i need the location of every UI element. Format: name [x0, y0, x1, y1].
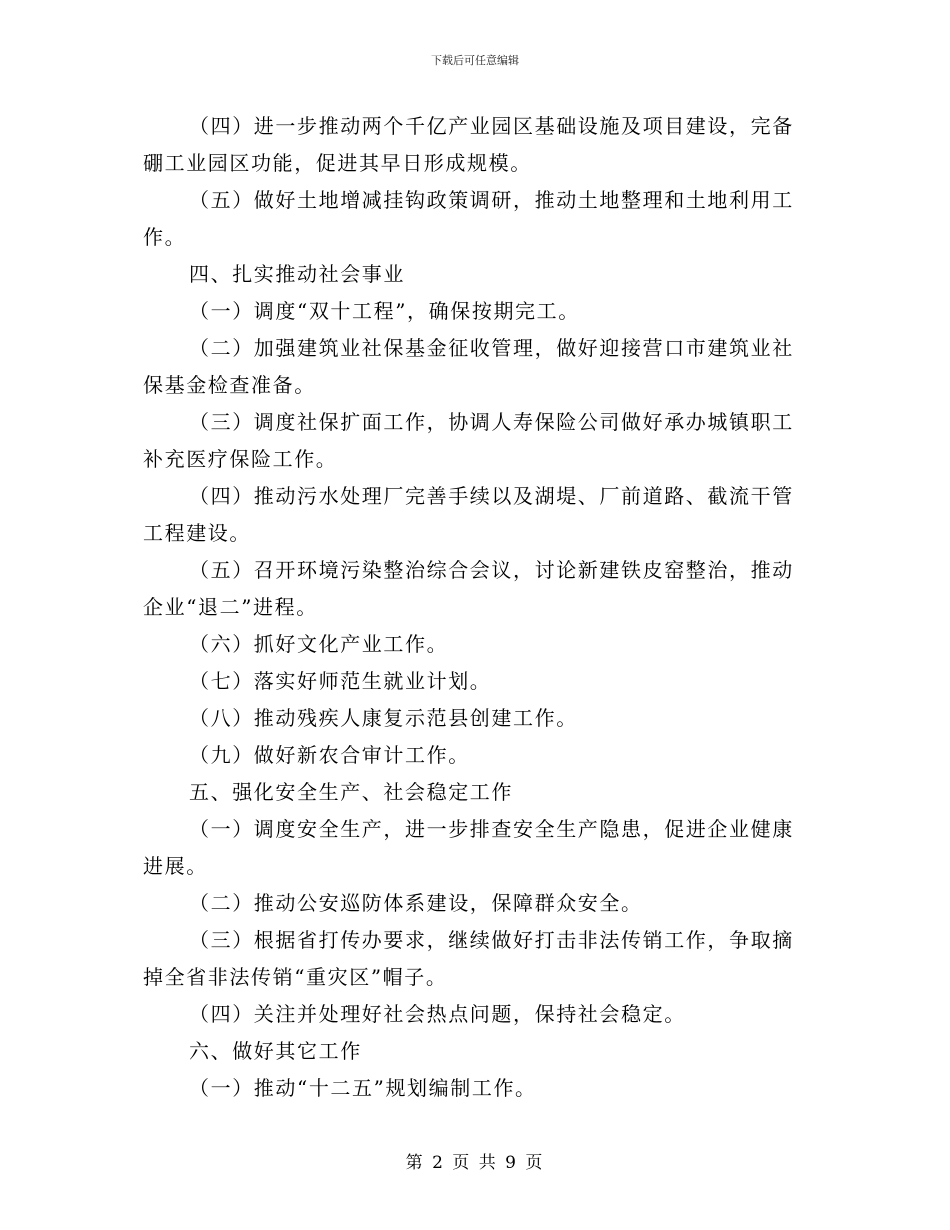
- paragraph-line: 进展。: [143, 854, 208, 878]
- paragraph-line: 作。: [143, 225, 187, 249]
- paragraph-line: （八）推动残疾人康复示范县创建工作。: [189, 706, 578, 730]
- paragraph-line: 保基金检查准备。: [143, 373, 316, 397]
- paragraph-line: （二）加强建筑业社保基金征收管理，做好迎接营口市建筑业社: [189, 336, 794, 360]
- paragraph-line: （一）推动“十二五”规划编制工作。: [189, 1076, 537, 1100]
- page-header: 下载后可任意编辑: [431, 54, 519, 67]
- paragraph-line: （四）关注并处理好社会热点问题，保持社会稳定。: [189, 1002, 686, 1026]
- paragraph-line: （三）根据省打传办要求，继续做好打击非法传销工作，争取摘: [189, 928, 794, 952]
- paragraph-line: （一）调度“双十工程”，确保按期完工。: [189, 299, 580, 323]
- paragraph-line: 企业“退二”进程。: [143, 595, 318, 619]
- paragraph-line: （九）做好新农合审计工作。: [189, 743, 470, 767]
- page-number: 第 2 页 共 9 页: [405, 1153, 545, 1173]
- paragraph-line: 工程建设。: [143, 521, 251, 545]
- section-heading: 五、强化安全生产、社会稳定工作: [189, 780, 513, 804]
- section-heading: 六、做好其它工作: [189, 1039, 362, 1063]
- paragraph-line: 硼工业园区功能，促进其早日形成规模。: [143, 151, 532, 175]
- paragraph-line: （六）抓好文化产业工作。: [189, 632, 449, 656]
- paragraph-line: （五）做好土地增减挂钩政策调研，推动土地整理和土地利用工: [189, 188, 794, 212]
- document-body: [143, 108, 799, 1107]
- paragraph-line: （四）进一步推动两个千亿产业园区基础设施及项目建设，完备: [189, 114, 794, 138]
- paragraph-line: （一）调度安全生产，进一步排查安全生产隐患，促进企业健康: [189, 817, 794, 841]
- paragraph-line: （五）召开环境污染整治综合会议，讨论新建铁皮窑整治，推动: [189, 558, 794, 582]
- paragraph-line: （二）推动公安巡防体系建设，保障群众安全。: [189, 891, 643, 915]
- paragraph-line: （三）调度社保扩面工作，协调人寿保险公司做好承办城镇职工: [189, 410, 794, 434]
- paragraph-line: 掉全省非法传销“重灾区”帽子。: [143, 965, 448, 989]
- paragraph-line: （四）推动污水处理厂完善手续以及湖堤、厂前道路、截流干管: [189, 484, 794, 508]
- section-heading: 四、扎实推动社会事业: [189, 262, 405, 286]
- paragraph-line: （七）落实好师范生就业计划。: [189, 669, 492, 693]
- paragraph-line: 补充医疗保险工作。: [143, 447, 338, 471]
